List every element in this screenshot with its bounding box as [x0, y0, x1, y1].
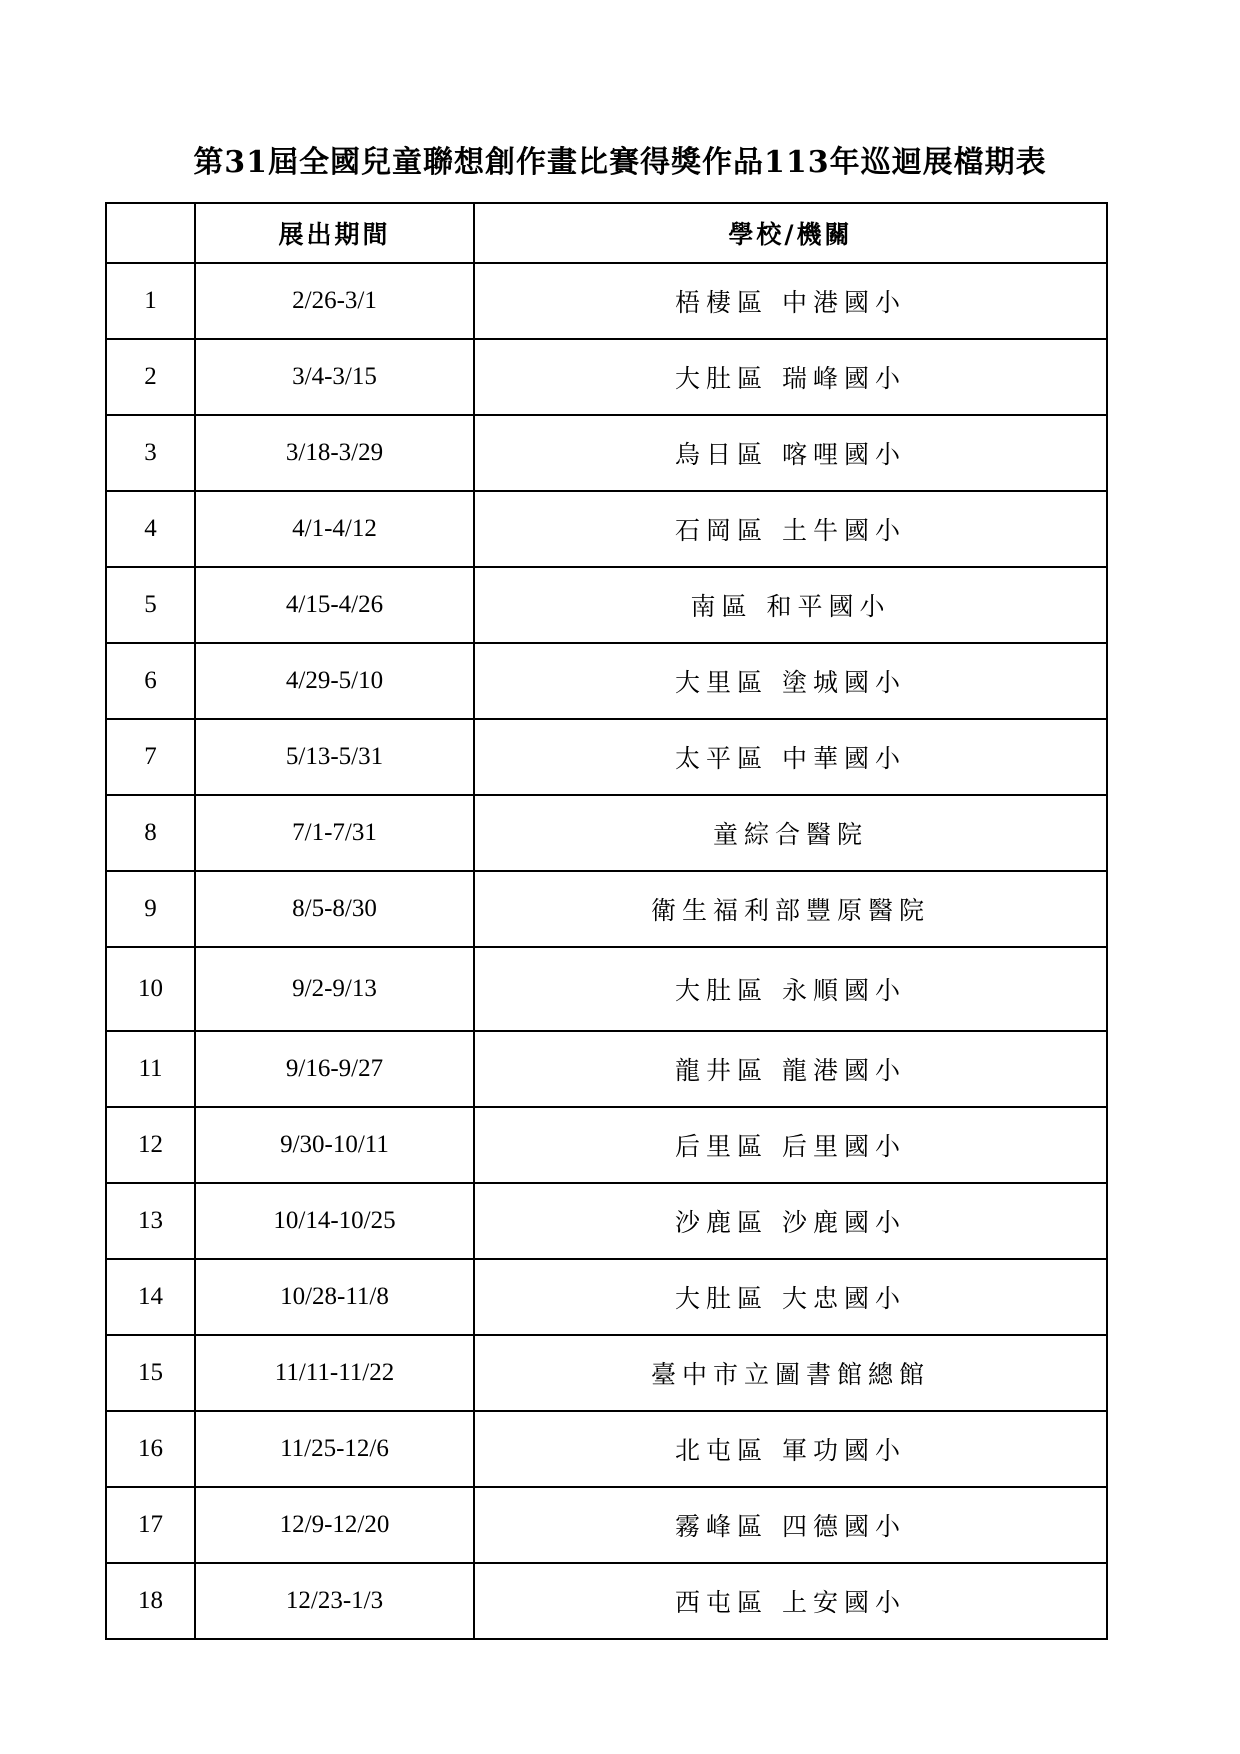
table-row [106, 1259, 1107, 1335]
row-place: 石岡區 土牛國小 [474, 491, 1107, 567]
row-number: 6 [106, 643, 195, 719]
row-number: 13 [106, 1183, 195, 1259]
row-number: 5 [106, 567, 195, 643]
row-place: 后里區 后里國小 [474, 1107, 1107, 1183]
row-number: 7 [106, 719, 195, 795]
row-period: 5/13-5/31 [195, 719, 474, 795]
row-number: 16 [106, 1411, 195, 1487]
row-period: 4/1-4/12 [195, 491, 474, 567]
row-place: 太平區 中華國小 [474, 719, 1107, 795]
row-number: 17 [106, 1487, 195, 1563]
table-row [106, 643, 1107, 719]
row-number: 8 [106, 795, 195, 871]
table-row [106, 415, 1107, 491]
row-period: 9/16-9/27 [195, 1031, 474, 1107]
row-place: 大肚區 永順國小 [474, 947, 1107, 1031]
row-number: 15 [106, 1335, 195, 1411]
header-place: 學校/機關 [474, 203, 1107, 263]
row-period: 2/26-3/1 [195, 263, 474, 339]
row-place: 烏日區 喀哩國小 [474, 415, 1107, 491]
table-row [106, 491, 1107, 567]
row-place: 童綜合醫院 [474, 795, 1107, 871]
row-period: 9/30-10/11 [195, 1107, 474, 1183]
row-place: 西屯區 上安國小 [474, 1563, 1107, 1639]
table-row [106, 567, 1107, 643]
row-number: 1 [106, 263, 195, 339]
table-row [106, 339, 1107, 415]
row-number: 10 [106, 947, 195, 1031]
table-row [106, 1411, 1107, 1487]
row-place: 霧峰區 四德國小 [474, 1487, 1107, 1563]
table-row [106, 795, 1107, 871]
row-period: 12/23-1/3 [195, 1563, 474, 1639]
table-row [106, 1031, 1107, 1107]
header-number [106, 203, 195, 263]
row-period: 3/18-3/29 [195, 415, 474, 491]
row-number: 3 [106, 415, 195, 491]
row-number: 18 [106, 1563, 195, 1639]
row-place: 北屯區 軍功國小 [474, 1411, 1107, 1487]
row-number: 12 [106, 1107, 195, 1183]
row-period: 12/9-12/20 [195, 1487, 474, 1563]
table-row [106, 1335, 1107, 1411]
row-number: 11 [106, 1031, 195, 1107]
row-place: 龍井區 龍港國小 [474, 1031, 1107, 1107]
row-number: 9 [106, 871, 195, 947]
row-place: 沙鹿區 沙鹿國小 [474, 1183, 1107, 1259]
table-row [106, 947, 1107, 1031]
row-period: 4/29-5/10 [195, 643, 474, 719]
table-row [106, 1183, 1107, 1259]
exhibition-schedule-table [105, 202, 1108, 1640]
row-number: 2 [106, 339, 195, 415]
table-row [106, 1563, 1107, 1639]
row-place: 臺中市立圖書館總館 [474, 1335, 1107, 1411]
row-place: 大里區 塗城國小 [474, 643, 1107, 719]
row-place: 大肚區 瑞峰國小 [474, 339, 1107, 415]
row-period: 3/4-3/15 [195, 339, 474, 415]
row-period: 4/15-4/26 [195, 567, 474, 643]
row-number: 4 [106, 491, 195, 567]
table-row [106, 719, 1107, 795]
row-place: 大肚區 大忠國小 [474, 1259, 1107, 1335]
table-row [106, 263, 1107, 339]
table-header-row [106, 203, 1107, 263]
row-number: 14 [106, 1259, 195, 1335]
row-period: 8/5-8/30 [195, 871, 474, 947]
row-period: 7/1-7/31 [195, 795, 474, 871]
row-period: 10/28-11/8 [195, 1259, 474, 1335]
row-period: 11/25-12/6 [195, 1411, 474, 1487]
row-period: 10/14-10/25 [195, 1183, 474, 1259]
table-row [106, 871, 1107, 947]
header-period: 展出期間 [195, 203, 474, 263]
page-title: 第31屆全國兒童聯想創作畫比賽得獎作品113年巡迴展檔期表 [193, 145, 1047, 180]
row-place: 衛生福利部豐原醫院 [474, 871, 1107, 947]
row-place: 南區 和平國小 [474, 567, 1107, 643]
row-place: 梧棲區 中港國小 [474, 263, 1107, 339]
row-period: 9/2-9/13 [195, 947, 474, 1031]
row-period: 11/11-11/22 [195, 1335, 474, 1411]
table-row [106, 1107, 1107, 1183]
table-row [106, 1487, 1107, 1563]
